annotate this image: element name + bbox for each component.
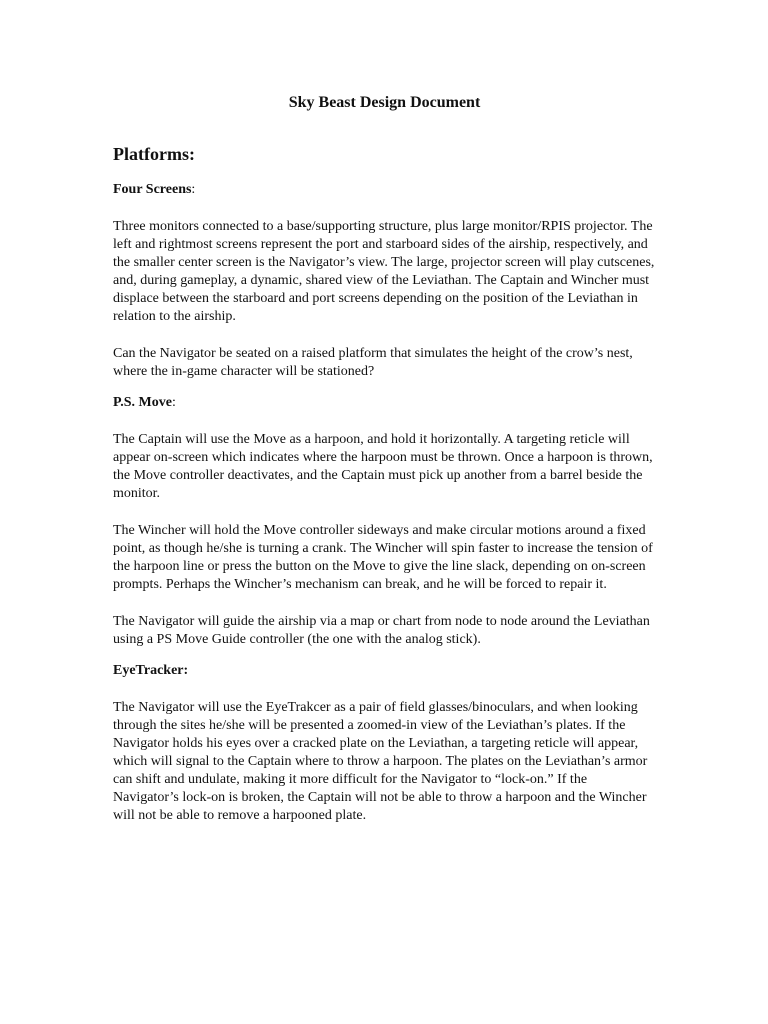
subheading-four-screens [113, 181, 656, 199]
paragraph-ps-move-3: The Navigator will guide the airship via a map or chart from node to node around the Leviathan using a PS Move Guide controller (the one with the analog stick). [113, 614, 650, 647]
subheading-ps-move-label: P.S. Move [113, 395, 172, 410]
section-heading-platforms: Platforms: [113, 144, 195, 164]
subheading-four-screens-label: Four Screens [113, 182, 192, 197]
paragraph-ps-move-1: The Captain will use the Move as a harpoon, and hold it horizontally. A targeting reticle will appear on-screen which indicates where the harpoon must be thrown. Once a harpoon is thrown, the Move controller deactivates, and the Captain must pick up another from a barrel beside the monitor. [113, 432, 653, 501]
paragraph-four-screens-2: Can the Navigator be seated on a raised platform that simulates the height of the crow’s nest, where the in-game character will be stationed? [113, 346, 633, 379]
subheading-eyetracker: EyeTracker: [113, 663, 189, 678]
subheading-ps-move-colon: : [171, 395, 176, 410]
paragraph-eyetracker-1: The Navigator will use the EyeTrakcer as a pair of field glasses/binoculars, and when looking through the sites he/she will be presented a zoomed-in view of the Leviathan’s plates. If the Navigator holds his eyes over a cracked plate on the Leviathan, a targeting reticle will appear, which will signal to the Captain where to throw a harpoon. The plates on the Leviathan’s armor can shift and undulate, making it more difficult for the Navigator to “lock-on.” If the Navigator’s lock-on is broken, the Captain will not be able to throw a harpoon and the Wincher will not be able to remove a harpooned plate. [113, 700, 648, 823]
subheading-ps-move [113, 394, 656, 412]
subheading-four-screens-colon: : [191, 182, 196, 197]
paragraph-ps-move-2: The Wincher will hold the Move controller sideways and make circular motions around a fixed point, as though he/she is turning a crank. The Wincher will spin faster to increase the tension of the harpoon line or press the button on the Move to give the line slack, depending on on-screen prompts. Perhaps the Wincher’s mechanism can break, and he will be forced to repair it. [113, 523, 653, 592]
paragraph-four-screens-1: Three monitors connected to a base/supporting structure, plus large monitor/RPIS projector. The left and rightmost screens represent the port and starboard sides of the airship, respectively, and the smaller center screen is the Navigator’s view. The large, projector screen will play cutscenes, and, during gameplay, a dynamic, shared view of the Leviathan. The Captain and Wincher must displace between the starboard and port screens depending on the position of the Leviathan in relation to the airship. [113, 219, 655, 324]
document-title: Sky Beast Design Document [288, 94, 481, 111]
